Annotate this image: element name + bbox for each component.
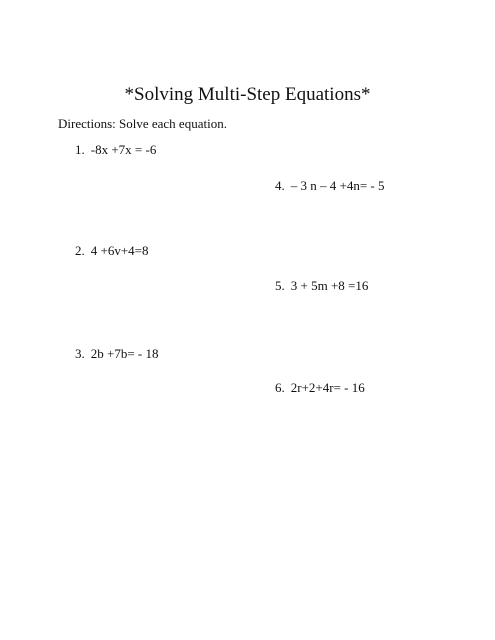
problem-number: 2. [75,243,85,258]
problem-equation: – 3 n – 4 +4n= - 5 [290,178,385,193]
problem-equation: -8x +7x = -6 [90,142,157,157]
problem-5 [275,278,368,294]
problem-number: 3. [75,346,85,361]
problem-equation: 3 + 5m +8 =16 [290,278,369,293]
problem-equation: 4 +6v+4=8 [90,243,149,258]
problem-3 [75,346,159,362]
directions-text: Directions: Solve each equation. [58,116,227,131]
problem-number: 1. [75,142,85,157]
problem-equation: 2r+2+4r= - 16 [290,380,365,395]
problem-number: 4. [275,178,285,193]
problem-2 [75,243,149,259]
problem-equation: 2b +7b= - 18 [90,346,159,361]
problem-number: 6. [275,380,285,395]
problem-6 [275,380,365,396]
page-title: *Solving Multi-Step Equations* [124,84,371,105]
problem-4 [275,178,385,194]
problem-1 [75,142,156,158]
problem-number: 5. [275,278,285,293]
